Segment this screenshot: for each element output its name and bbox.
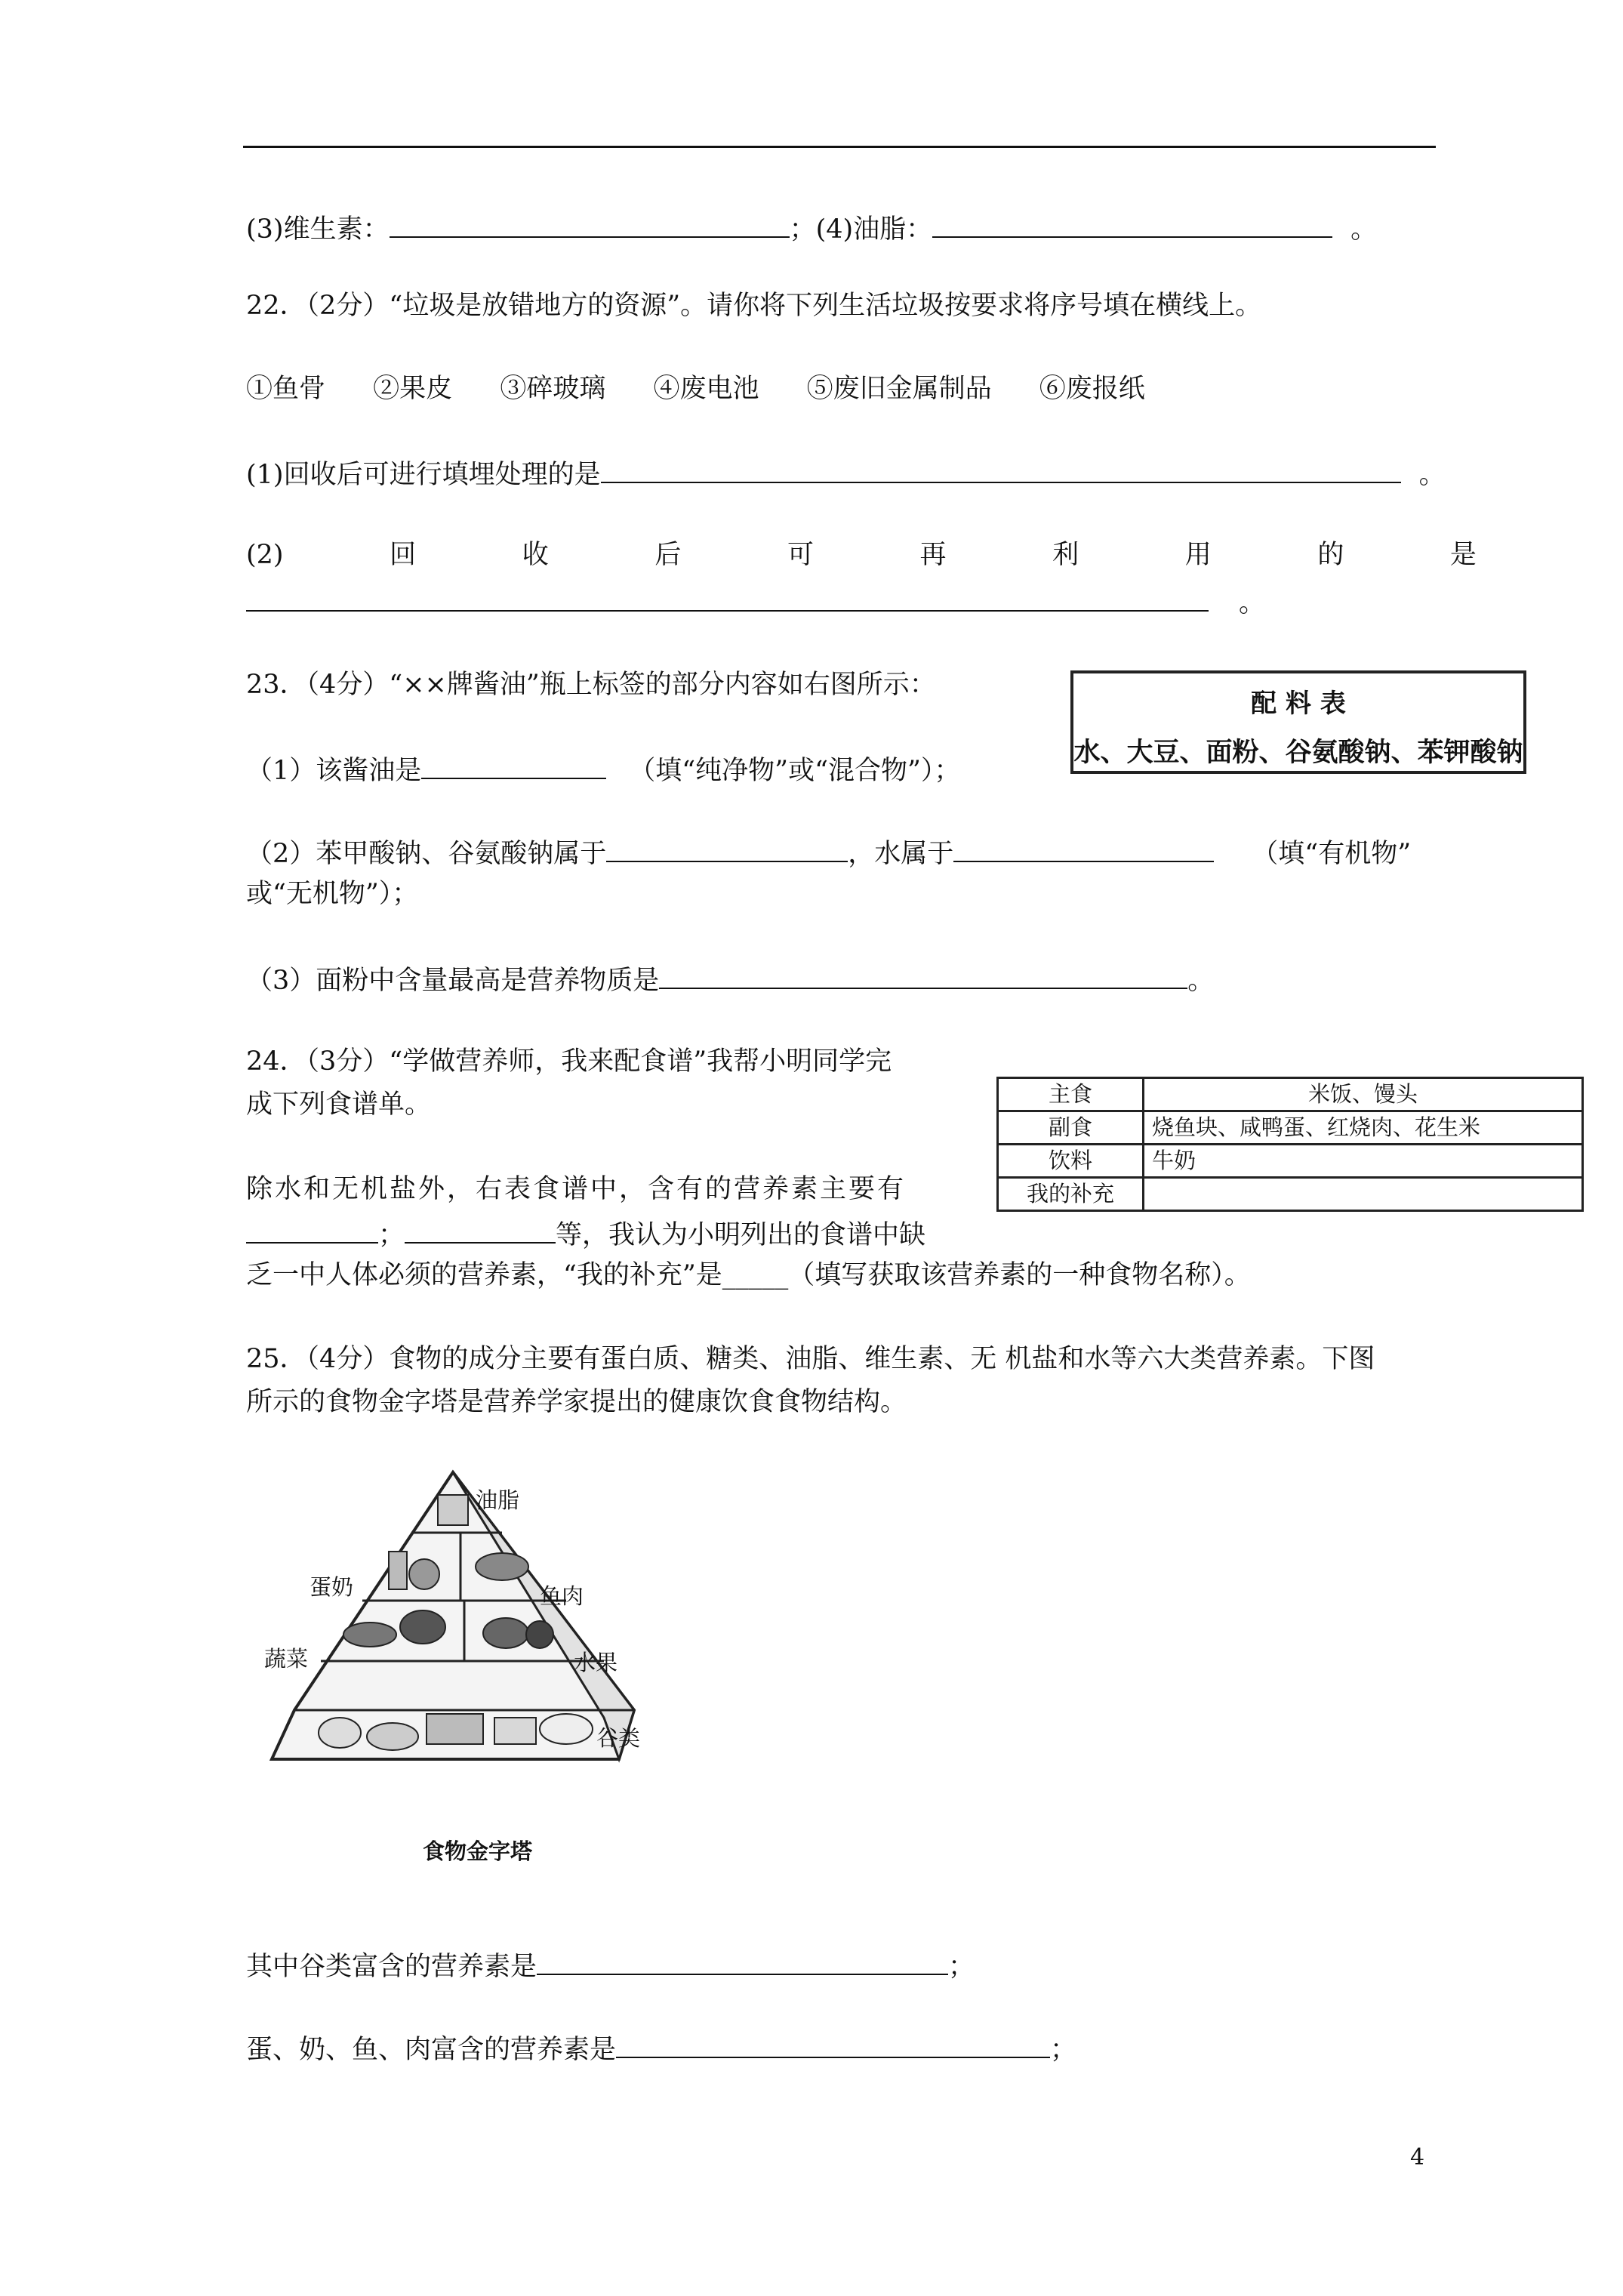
- option-3: ③碎玻璃: [500, 374, 606, 404]
- q24-line4: ； 等，我认为小明列出的食谱中缺: [246, 1216, 925, 1251]
- my-supplement-cell[interactable]: [1144, 1178, 1583, 1211]
- vitamin-blank[interactable]: [390, 211, 790, 238]
- nutrient-blank-1[interactable]: [246, 1216, 378, 1244]
- table-row: [998, 1145, 1583, 1178]
- grain-nutrient-blank[interactable]: [537, 1948, 948, 1975]
- q23-sub2-line2: 或“无机物”）；: [246, 879, 419, 909]
- option-5: ⑤废旧金属制品: [806, 374, 992, 404]
- q23-sub2: （2）苯甲酸钠、谷氨酸钠属于 ，水属于 （填“有机物”: [246, 835, 1411, 870]
- food-pyramid-figure: [249, 1461, 672, 1884]
- table-row: [998, 1111, 1583, 1145]
- label-fish-meat: 鱼肉: [540, 1583, 584, 1609]
- vitamin-label: (3)维生素：: [246, 214, 390, 245]
- label-oil: 油脂: [476, 1487, 520, 1513]
- recycle-blank[interactable]: [246, 584, 1209, 612]
- q22-sub2: (2) 回 收 后 可 再 利 用 的 是: [246, 540, 1477, 570]
- menu-value: 米饭、馒头: [1144, 1078, 1583, 1111]
- option-4: ④废电池: [653, 374, 759, 404]
- menu-value: 牛奶: [1144, 1145, 1583, 1178]
- option-1: ①鱼骨: [246, 374, 326, 404]
- oil-blank[interactable]: [932, 211, 1332, 238]
- nutrient-blank-2[interactable]: [405, 1216, 556, 1244]
- oil-label: ；(4)油脂：: [789, 214, 933, 245]
- q24-stem-line1: 24．（3分）“学做营养师，我来配食谱”我帮小明同学完: [246, 1046, 892, 1077]
- q25-line1: 25．（4分）食物的成分主要有蛋白质、糖类、油脂、维生素、无 机盐和水等六大类营养素。下图: [246, 1344, 1375, 1374]
- ingredients-body: 水、大豆、面粉、谷氨酸钠、苯钾酸钠: [1073, 738, 1523, 768]
- label-fruit: 水果: [574, 1650, 618, 1675]
- landfill-blank[interactable]: [601, 456, 1401, 483]
- label-grains: 谷类: [596, 1725, 641, 1751]
- ingredients-title: 配 料 表: [1251, 689, 1346, 719]
- q22-options: [246, 373, 1145, 405]
- q23-stem: 23．（4分）“××牌酱油”瓶上标签的部分内容如右图所示：: [246, 670, 936, 700]
- q25-line2: 所示的食物金字塔是营养学家提出的健康饮食食物结构。: [246, 1387, 907, 1417]
- label-egg-milk: 蛋奶: [310, 1574, 354, 1600]
- menu-label: 副食: [998, 1111, 1144, 1145]
- q23-sub3: （3）面粉中含量最高是营养物质是 。: [246, 962, 1214, 997]
- water-class-blank[interactable]: [953, 835, 1214, 862]
- menu-label: 饮料: [998, 1145, 1144, 1178]
- table-row: [998, 1078, 1583, 1111]
- page-number: 4: [1410, 2144, 1425, 2171]
- q21-tail-line: (3)维生素： ；(4)油脂： 。: [246, 211, 1377, 245]
- ingredients-label-image: [1070, 670, 1526, 774]
- header-rule: [243, 146, 1436, 148]
- option-6: ⑥废报纸: [1039, 374, 1145, 404]
- q24-line3: 除水和无机盐外，右表食谱中，含有的营养素主要有: [246, 1174, 907, 1204]
- sodium-class-blank[interactable]: [606, 835, 848, 862]
- menu-value: 烧鱼块、咸鸭蛋、红烧肉、花生米: [1144, 1111, 1583, 1145]
- q24-line5: 乏一中人体必须的营养素，“我的补充”是_____（填写获取该营养素的一种食物名称）。: [246, 1260, 1251, 1290]
- pyramid-caption: 食物金字塔: [423, 1838, 533, 1864]
- q22-sub1: (1)回收后可进行填埋处理的是 。: [246, 456, 1446, 491]
- menu-table: [996, 1077, 1584, 1212]
- menu-label: 主食: [998, 1078, 1144, 1111]
- q23-sub1: （1）该酱油是 （填“纯净物”或“混合物”）；: [246, 752, 960, 787]
- q24-stem-line2: 成下列食谱单。: [246, 1089, 432, 1120]
- table-row: [998, 1178, 1583, 1211]
- option-2: ②果皮: [373, 374, 453, 404]
- soy-sauce-type-blank[interactable]: [421, 752, 606, 779]
- protein-nutrient-blank[interactable]: [616, 2031, 1050, 2058]
- flour-nutrient-blank[interactable]: [659, 962, 1187, 989]
- q22-stem: 22．（2分）“垃圾是放错地方的资源”。请你将下列生活垃圾按要求将序号填在横线上。: [246, 291, 1262, 321]
- q22-sub2-line2: 。: [246, 584, 1265, 619]
- q25-ans2: 蛋、奶、鱼、肉富含的营养素是 ；: [246, 2031, 1076, 2066]
- label-vegetables: 蔬菜: [264, 1646, 309, 1672]
- menu-label: 我的补充: [998, 1178, 1144, 1211]
- q25-ans1: 其中谷类富含的营养素是 ；: [246, 1948, 975, 1983]
